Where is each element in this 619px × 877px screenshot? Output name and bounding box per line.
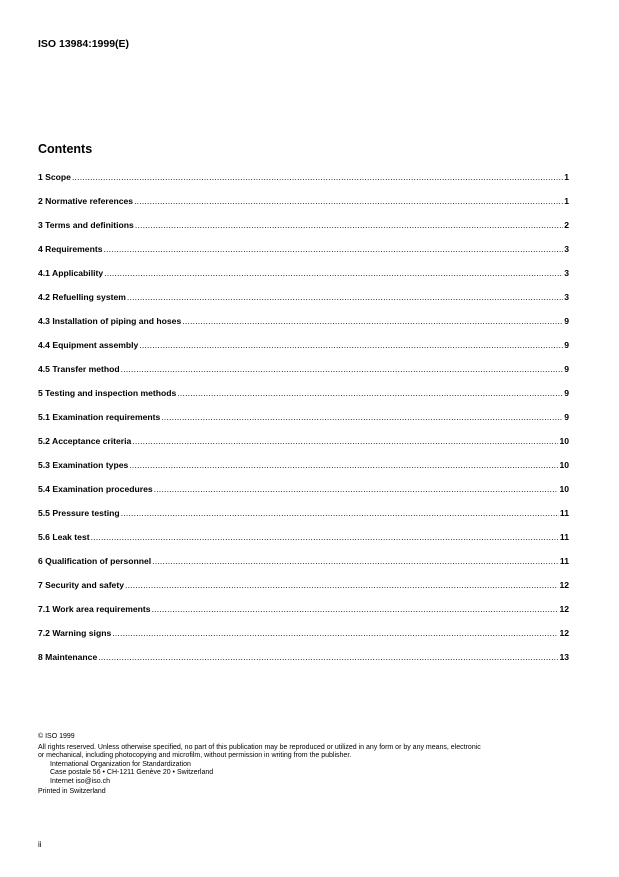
toc-leader-dots <box>152 556 559 566</box>
copyright-line: © ISO 1999 <box>38 733 75 740</box>
toc-entry[interactable] <box>38 460 569 484</box>
toc-leader-dots <box>103 244 563 254</box>
toc-entry[interactable] <box>38 580 569 604</box>
toc-entry-title: 7 Security and safety <box>38 580 124 590</box>
toc-entry[interactable] <box>38 604 569 628</box>
toc-entry[interactable] <box>38 364 569 388</box>
toc-entry-page: 10 <box>559 436 569 446</box>
toc-leader-dots <box>177 388 563 398</box>
toc-entry-title: 6 Qualification of personnel <box>38 556 152 566</box>
toc-entry-title: 5.3 Examination types <box>38 460 129 470</box>
toc-entry-page: 1 <box>564 196 569 206</box>
toc-leader-dots <box>112 628 558 638</box>
toc-entry[interactable] <box>38 316 569 340</box>
toc-leader-dots <box>139 340 563 350</box>
toc-leader-dots <box>125 580 558 590</box>
toc-entry-page: 10 <box>559 484 569 494</box>
toc-entry-title: 5.2 Acceptance criteria <box>38 436 132 446</box>
toc-entry-title: 4 Requirements <box>38 244 103 254</box>
toc-leader-dots <box>132 436 558 446</box>
toc-entry[interactable] <box>38 220 569 244</box>
toc-entry-page: 11 <box>559 532 569 542</box>
toc-entry[interactable] <box>38 484 569 508</box>
toc-entry-page: 9 <box>564 316 569 326</box>
toc-entry-page: 3 <box>564 268 569 278</box>
page-number: ii <box>38 840 42 849</box>
toc-leader-dots <box>98 652 558 662</box>
toc-entry-page: 9 <box>564 340 569 350</box>
toc-leader-dots <box>161 412 563 422</box>
toc-entry-page: 13 <box>559 652 569 662</box>
toc-entry-title: 5.1 Examination requirements <box>38 412 161 422</box>
org-name: International Organization for Standardization <box>50 760 191 768</box>
toc-entry-title: 4.1 Applicability <box>38 268 104 278</box>
copyright-footer <box>38 733 578 796</box>
toc-leader-dots <box>91 532 559 542</box>
toc-entry-title: 3 Terms and definitions <box>38 220 134 230</box>
rights-line-2: or mechanical, including photocopying and microfilm, without permission in writing from the publisher. <box>38 752 352 760</box>
toc-entry-title: 1 Scope <box>38 172 71 182</box>
toc-leader-dots <box>135 220 563 230</box>
toc-entry-page: 9 <box>564 364 569 374</box>
toc-entry[interactable] <box>38 268 569 292</box>
toc-entry[interactable] <box>38 556 569 580</box>
document-id: ISO 13984:1999(E) <box>38 38 130 50</box>
toc-leader-dots <box>72 172 563 182</box>
toc-leader-dots <box>129 460 558 470</box>
toc-entry-page: 12 <box>559 628 569 638</box>
toc-entry-title: 4.2 Refuelling system <box>38 292 126 302</box>
toc-entry-page: 1 <box>564 172 569 182</box>
toc-entry[interactable] <box>38 628 569 652</box>
org-internet: Internet iso@iso.ch <box>50 777 111 785</box>
toc-leader-dots <box>121 508 559 518</box>
org-address: Case postale 56 • CH-1211 Genève 20 • Switzerland <box>50 769 214 777</box>
toc-entry[interactable] <box>38 412 569 436</box>
toc-leader-dots <box>121 364 564 374</box>
toc-entry[interactable] <box>38 532 569 556</box>
toc-entry-page: 3 <box>564 244 569 254</box>
toc-entry-title: 4.4 Equipment assembly <box>38 340 139 350</box>
toc-leader-dots <box>104 268 563 278</box>
toc-entry[interactable] <box>38 436 569 460</box>
toc-leader-dots <box>154 484 559 494</box>
toc-entry-title: 7.2 Warning signs <box>38 628 112 638</box>
toc-entry[interactable] <box>38 508 569 532</box>
toc-leader-dots <box>134 196 563 206</box>
toc-entry[interactable] <box>38 652 569 676</box>
toc-entry[interactable] <box>38 292 569 316</box>
toc-entry-page: 12 <box>559 580 569 590</box>
rights-line-1: All rights reserved. Unless otherwise specified, no part of this publication may be reproduced or utilized in any form or by any means, electronic <box>38 743 481 751</box>
toc-leader-dots <box>127 292 563 302</box>
toc-entry[interactable] <box>38 244 569 268</box>
toc-entry-page: 3 <box>564 292 569 302</box>
toc-entry-title: 8 Maintenance <box>38 652 98 662</box>
toc-entry[interactable] <box>38 172 569 196</box>
toc-leader-dots <box>152 604 559 614</box>
toc-entry-page: 10 <box>559 460 569 470</box>
toc-entry-title: 5.4 Examination procedures <box>38 484 153 494</box>
toc-entry-title: 7.1 Work area requirements <box>38 604 151 614</box>
toc-entry-page: 11 <box>559 556 569 566</box>
toc-entry-page: 2 <box>564 220 569 230</box>
toc-entry[interactable] <box>38 340 569 364</box>
toc-entry-title: 4.3 Installation of piping and hoses <box>38 316 182 326</box>
toc-entry-title: 5.6 Leak test <box>38 532 90 542</box>
toc-entry-title: 2 Normative references <box>38 196 134 206</box>
toc-entry-page: 12 <box>559 604 569 614</box>
table-of-contents <box>38 172 569 676</box>
contents-heading: Contents <box>38 142 93 156</box>
toc-leader-dots <box>182 316 563 326</box>
printed-in: Printed in Switzerland <box>38 787 106 795</box>
toc-entry-page: 9 <box>564 412 569 422</box>
toc-entry-title: 5 Testing and inspection methods <box>38 388 177 398</box>
toc-entry-page: 11 <box>559 508 569 518</box>
toc-entry[interactable] <box>38 196 569 220</box>
toc-entry-title: 4.5 Transfer method <box>38 364 120 374</box>
toc-entry-page: 9 <box>564 388 569 398</box>
toc-entry[interactable] <box>38 388 569 412</box>
toc-entry-title: 5.5 Pressure testing <box>38 508 120 518</box>
